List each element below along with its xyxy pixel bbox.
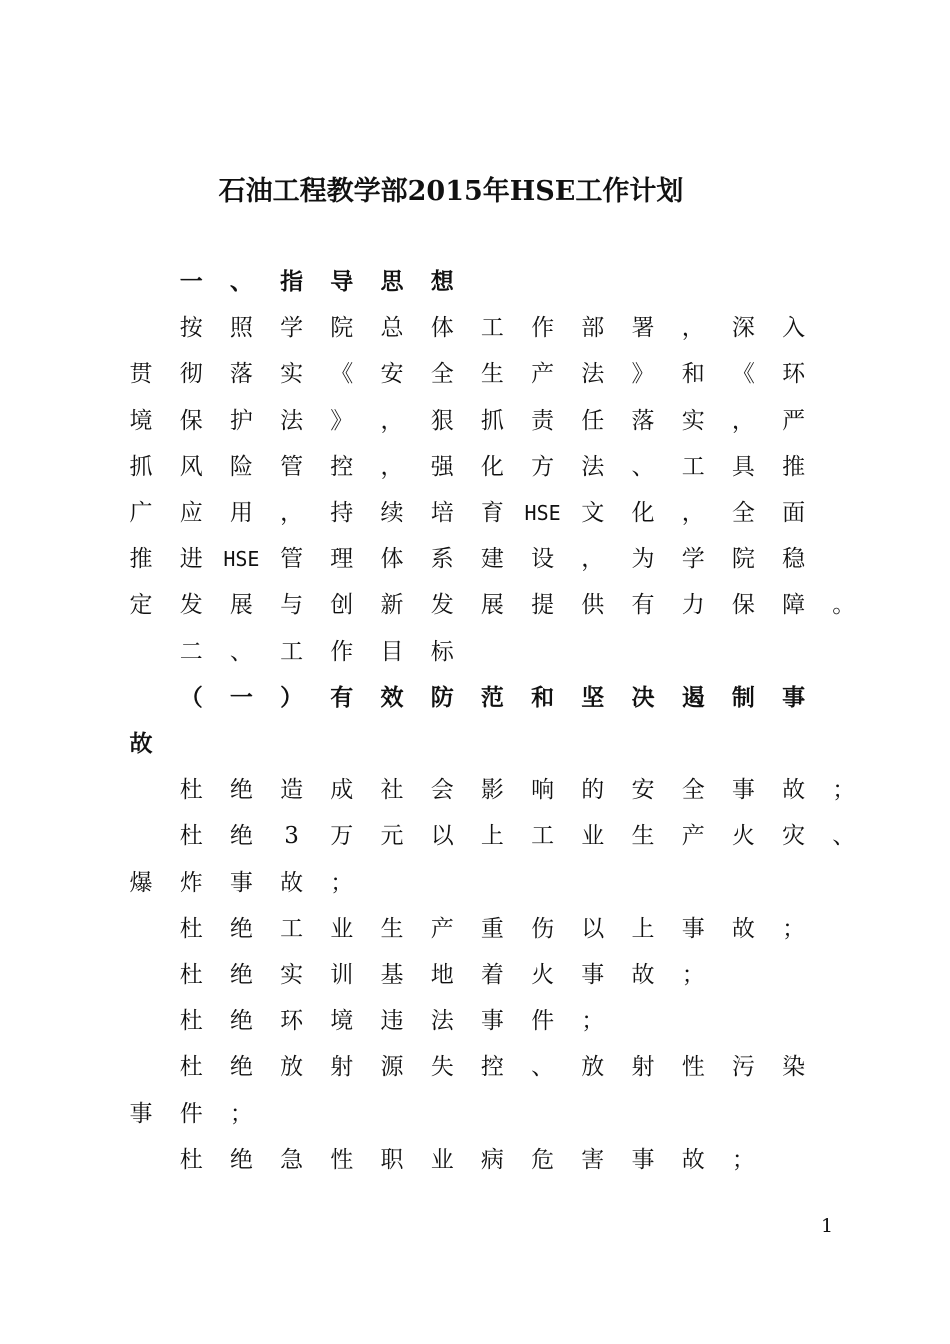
text-char: 污 [731,1054,755,1081]
text-char: 入 [782,315,806,342]
text-char: 设 [531,546,555,573]
text-char: 狠 [430,407,454,434]
text-char: 深 [731,315,755,342]
text-line [129,582,856,628]
text-char: 推 [782,453,806,480]
text-char: 范 [480,683,504,711]
text-char: 供 [581,592,605,619]
text-char: 故 [731,915,755,942]
text-line [130,398,850,444]
text-char: 续 [380,500,404,526]
text-char: 杜 [179,823,203,850]
text-char: 指 [280,268,304,295]
text-char: 失 [430,1054,454,1081]
text-char: 学 [280,315,304,342]
text-line [130,906,850,952]
text-char: 作 [330,638,354,665]
text-char: 造 [280,777,304,804]
text-char: 境 [330,1008,354,1035]
text-char: 生 [480,361,504,388]
text-char: 杜 [179,915,203,942]
text-char: 、 [631,453,655,480]
text-char: 产 [531,361,555,388]
text-char: 害 [581,1146,605,1173]
text-char: 和 [531,683,555,711]
text-char: 生 [380,915,404,942]
text-char: 应 [179,500,203,526]
text-char: 系 [430,546,454,573]
text-char: ， [380,453,404,480]
text-char: 保 [731,592,755,619]
text-char: 事 [782,683,806,711]
text-char: 严 [782,407,806,434]
text-char: 故 [681,1146,705,1173]
text-char: ） [280,683,304,711]
text-char: 力 [681,592,705,619]
text-char: ； [832,777,856,804]
text-char: 地 [430,962,454,988]
text-char: 为 [631,546,655,573]
text-char: 防 [430,683,454,711]
text-char: 杜 [179,777,203,804]
text-char: 《 [330,361,354,388]
text-char: 绝 [229,1054,253,1081]
text-char: ， [681,500,705,526]
text-char: 贯 [129,361,153,388]
text-char: 故 [129,730,153,757]
text-char: 射 [631,1054,655,1081]
text-char: 院 [330,315,354,342]
text-char: 急 [280,1146,304,1173]
text-char: 全 [681,777,705,804]
text-char: 《 [731,361,755,388]
text-char: 安 [380,361,404,388]
text-char: 责 [531,407,555,434]
text-char: 杜 [179,1054,203,1081]
text-char: HSE [223,547,260,572]
text-char: 建 [480,546,504,573]
text-char: 法 [430,1008,454,1035]
text-char: 、 [832,823,856,850]
text-char: 上 [631,915,655,942]
text-char: 创 [330,592,354,619]
text-char: 事 [731,777,755,804]
text-char: 故 [782,777,806,804]
text-char: 安 [631,777,655,804]
text-char: 遏 [681,683,705,711]
text-char: 绝 [229,962,253,988]
text-line [130,351,850,397]
text-char: 法 [581,453,605,480]
text-char: 工 [681,453,705,480]
text-char: 、 [229,268,253,295]
text-line [130,860,850,906]
text-char: 事 [229,869,253,896]
text-char: 工 [531,823,555,850]
text-char: 环 [280,1008,304,1035]
text-char: 工 [480,315,504,342]
text-char: ， [681,315,705,342]
text-char: 持 [330,500,354,526]
text-char: 件 [531,1008,555,1035]
text-char: 故 [280,869,304,896]
text-line [130,813,856,859]
text-char: ； [330,869,354,896]
text-line [130,305,850,351]
text-char: 护 [229,407,253,434]
text-char: 、 [531,1054,555,1081]
text-char: 响 [531,777,555,804]
text-char: 事 [631,1146,655,1173]
page-number: 1 [820,1215,834,1237]
text-char: 工 [280,638,304,665]
text-char: 导 [330,268,354,295]
text-line [130,629,850,675]
text-char: 危 [531,1146,555,1173]
text-char: 部 [581,315,605,342]
text-line [130,490,850,536]
text-char: 和 [681,361,705,388]
text-char: 产 [430,915,454,942]
text-char: 培 [430,500,454,526]
text-char: 决 [631,683,655,711]
text-char: 效 [380,683,404,711]
text-char: 重 [480,915,504,942]
text-char: ； [229,1100,253,1127]
text-char: 制 [731,683,755,711]
text-char: 全 [731,500,755,526]
text-char: 性 [330,1146,354,1173]
text-char: 展 [229,592,253,619]
text-char: 、 [229,638,253,665]
text-char: 用 [229,500,253,526]
text-char: ， [280,500,304,526]
text-char: 风 [179,453,203,480]
text-char: 实 [280,361,304,388]
text-char: 违 [380,1008,404,1035]
text-char: 作 [531,315,555,342]
text-char: 与 [280,592,304,619]
text-char: 广 [129,500,153,526]
text-char: 理 [330,546,354,573]
text-char: 二 [179,638,203,665]
text-char: 放 [581,1054,605,1081]
text-char: 进 [179,546,203,573]
text-char: 管 [280,546,304,573]
text-char: 绝 [229,1008,253,1035]
text-char: 稳 [782,546,806,573]
text-char: 总 [380,315,404,342]
text-char: 以 [581,915,605,942]
text-char: 的 [581,777,605,804]
text-char: 展 [480,592,504,619]
text-char: 方 [531,453,555,480]
text-char: 文 [581,500,605,526]
text-char: 面 [782,500,806,526]
text-char: 事 [480,1008,504,1035]
text-char: 绝 [229,1146,253,1173]
text-char: 管 [280,453,304,480]
text-char: 环 [782,361,806,388]
text-char: 法 [280,407,304,434]
text-char: 发 [430,592,454,619]
text-char: 染 [782,1054,806,1081]
text-char: （ [179,683,203,711]
text-char: 发 [179,592,203,619]
text-char: 会 [430,777,454,804]
text-char: 强 [430,453,454,480]
text-char: ； [581,1008,605,1035]
text-char: 产 [681,823,705,850]
text-line [130,444,850,490]
text-line [130,998,850,1044]
text-char: 体 [380,546,404,573]
text-char: 院 [731,546,755,573]
text-char: 坚 [581,683,605,711]
text-line [130,952,850,998]
text-char: 法 [581,361,605,388]
text-char: 保 [179,407,203,434]
text-char: 一 [229,683,253,711]
text-char: 故 [631,962,655,988]
text-char: 业 [430,1146,454,1173]
text-char: 思 [380,268,404,295]
text-char: 署 [631,315,655,342]
text-char: ， [380,407,404,434]
text-char: 火 [531,962,555,988]
text-line [130,721,850,767]
text-char: 杜 [179,1146,203,1173]
text-line [130,767,856,813]
text-char: 件 [179,1100,203,1127]
text-char: 新 [380,592,404,619]
text-char: 标 [430,638,454,665]
text-char: 定 [129,592,153,619]
text-char: 万 [330,823,354,850]
text-char: 育 [480,500,504,526]
text-char: 放 [280,1054,304,1081]
text-char: 任 [581,407,605,434]
text-char: ， [581,546,605,573]
text-char: 业 [330,915,354,942]
text-char: 性 [681,1054,705,1081]
text-char: 境 [129,407,153,434]
text-char: ； [782,915,806,942]
text-char: 社 [380,777,404,804]
text-char: 化 [480,453,504,480]
text-char: 。 [832,592,856,619]
text-line [130,536,850,582]
text-char: HSE [524,501,561,525]
text-char: 推 [129,546,153,573]
text-char: 杜 [179,962,203,988]
text-char: 以 [430,823,454,850]
text-char: 全 [430,361,454,388]
text-char: 业 [581,823,605,850]
text-char: 射 [330,1054,354,1081]
text-char: 3 [284,823,299,850]
text-char: 一 [179,268,203,295]
text-char: 控 [480,1054,504,1081]
text-char: 火 [731,823,755,850]
text-char: 落 [631,407,655,434]
document-title: 石油工程教学部2015年HSE工作计划 [218,176,684,207]
text-char: 障 [782,592,806,619]
text-char: 抓 [129,453,153,480]
text-char: 上 [480,823,504,850]
text-line [130,1044,850,1090]
text-char: 源 [380,1054,404,1081]
text-char: 绝 [229,915,253,942]
text-char: 化 [631,500,655,526]
text-char: 落 [229,361,253,388]
text-char: 提 [531,592,555,619]
text-char: 》 [631,361,655,388]
text-char: 实 [681,407,705,434]
text-char: 事 [681,915,705,942]
text-char: ； [731,1146,755,1173]
text-char: 事 [581,962,605,988]
text-char: 实 [280,962,304,988]
text-char: ， [731,407,755,434]
text-char: 目 [380,638,404,665]
text-char: 杜 [179,1008,203,1035]
text-char: 职 [380,1146,404,1173]
text-line [130,675,850,721]
text-char: ； [681,962,705,988]
text-char: 体 [430,315,454,342]
text-char: 按 [179,315,203,342]
text-char: 具 [731,453,755,480]
text-char: 绝 [229,777,253,804]
text-char: 基 [380,962,404,988]
text-char: 影 [480,777,504,804]
text-line [130,259,850,305]
text-char: 绝 [229,823,253,850]
text-char: 有 [330,683,354,711]
text-char: 着 [480,962,504,988]
text-char: 彻 [179,361,203,388]
text-char: 工 [280,915,304,942]
text-char: 病 [480,1146,504,1173]
text-char: 控 [330,453,354,480]
text-char: 成 [330,777,354,804]
text-char: 事 [129,1100,153,1127]
text-char: 伤 [531,915,555,942]
text-char: 抓 [480,407,504,434]
text-char: 训 [330,962,354,988]
text-char: 有 [631,592,655,619]
text-char: 爆 [129,869,153,896]
text-char: 学 [681,546,705,573]
text-char: 想 [430,268,454,295]
text-line [130,1137,850,1183]
text-char: 炸 [179,869,203,896]
text-char: 》 [330,407,354,434]
text-char: 元 [380,823,404,850]
text-char: 照 [229,315,253,342]
text-char: 生 [631,823,655,850]
text-char: 灾 [782,823,806,850]
text-line [130,1091,850,1137]
text-char: 险 [229,453,253,480]
